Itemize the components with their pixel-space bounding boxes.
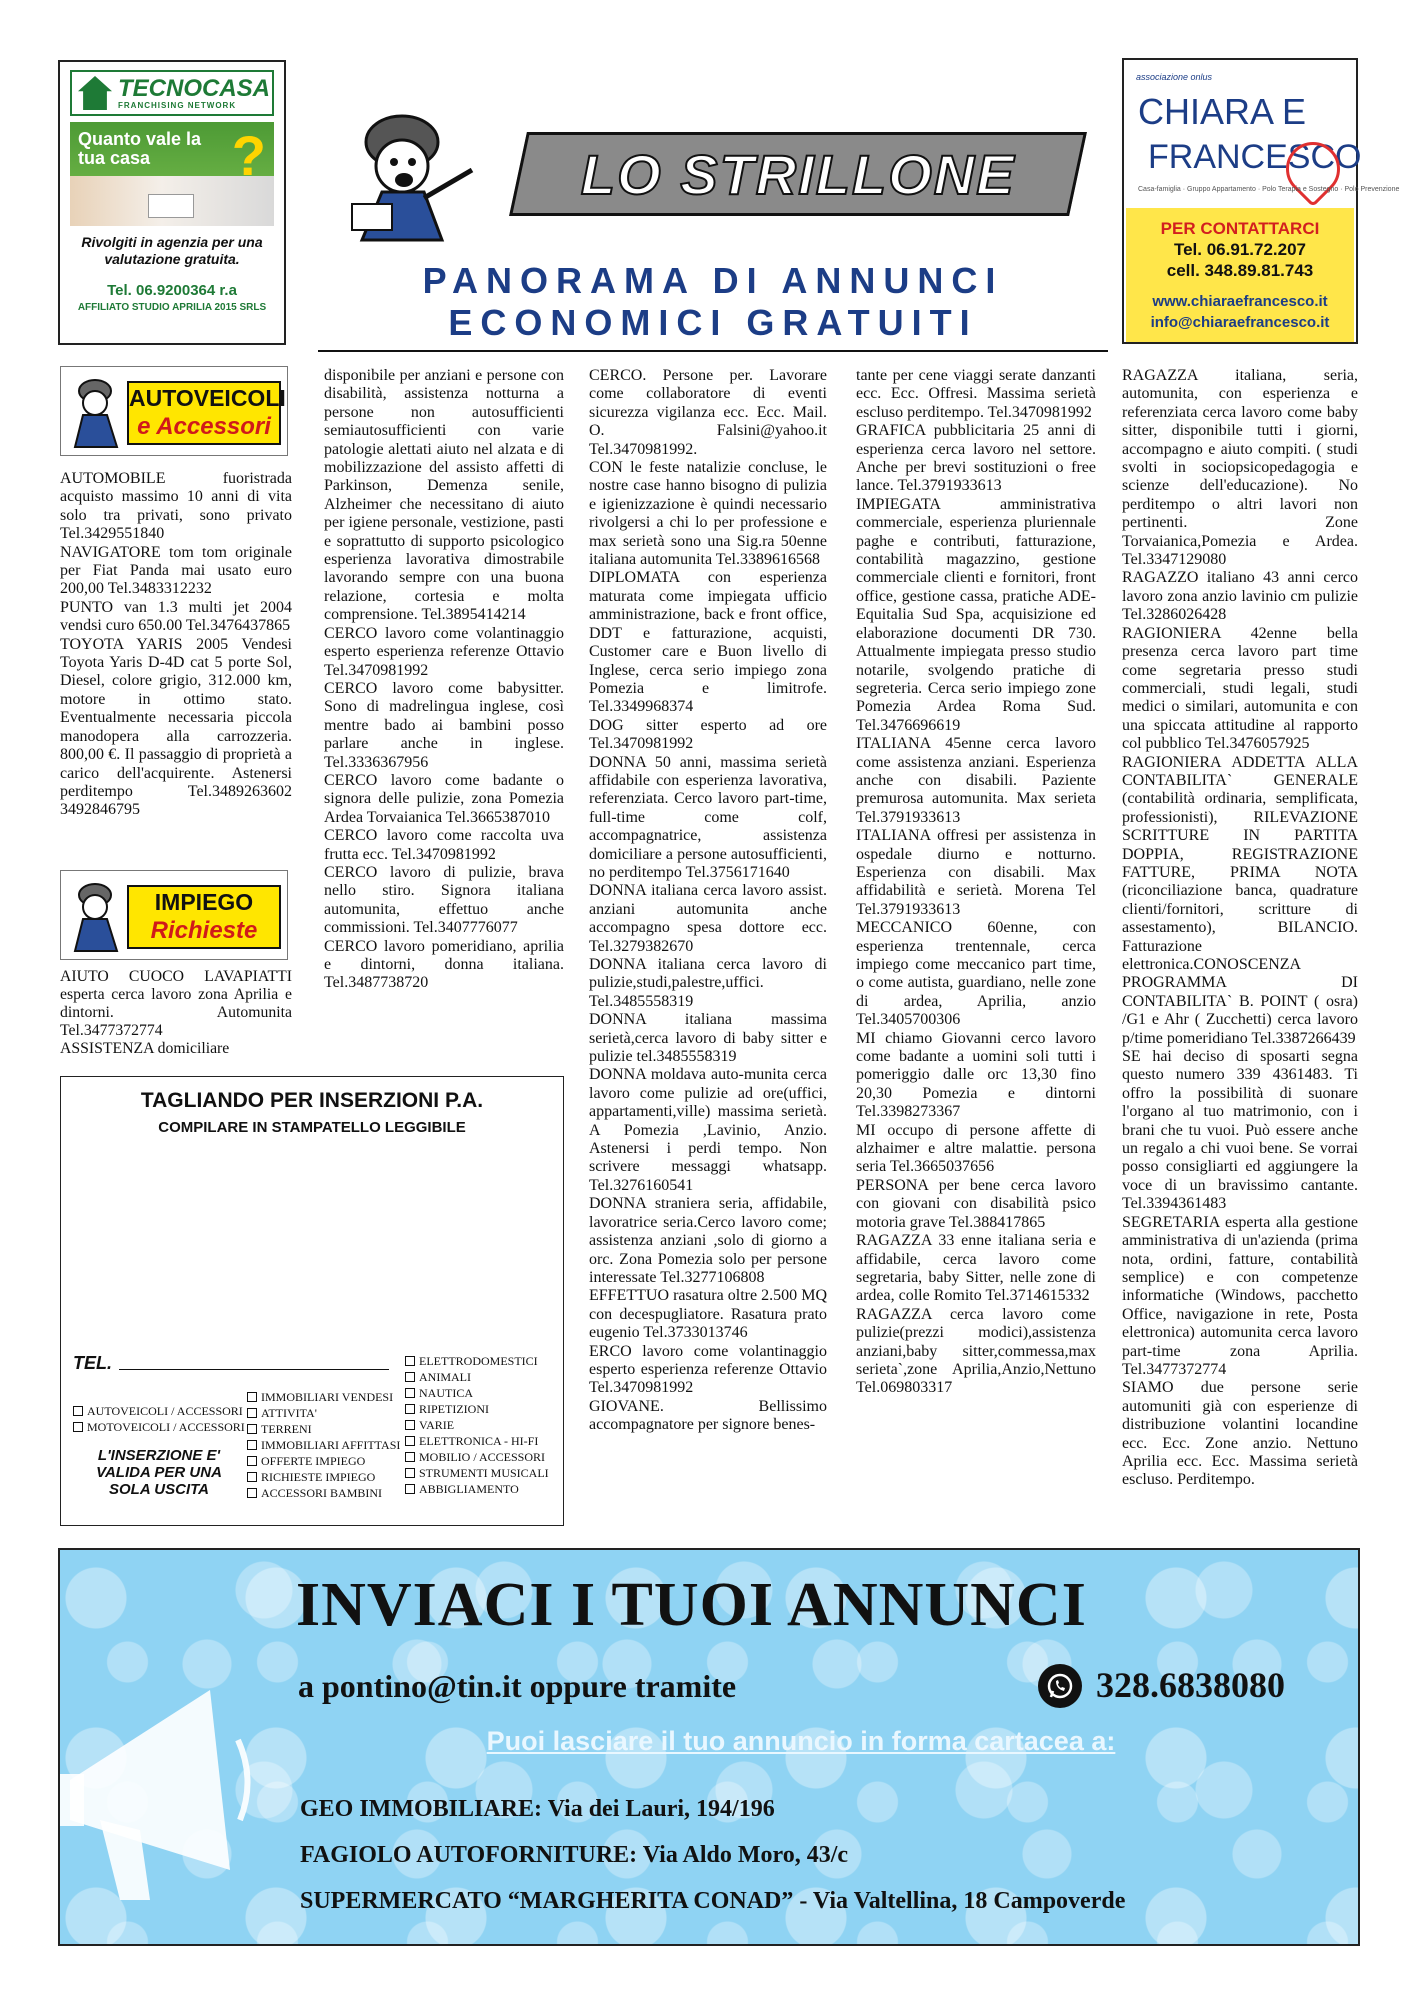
chiara-website-link[interactable]: www.chiaraefrancesco.it [1152, 293, 1328, 310]
ad-listing: NAVIGATORE tom tom originale per Fiat Panda mai usato euro 200,00 Tel.3483312232 [60, 543, 292, 598]
ad-listing: RAGAZZA 33 enne italiana seria e affidabile, cerca lavoro come segretaria, baby Sitter, nelle zone di ardea, colle Romito Tel.3714615332 [856, 1232, 1096, 1305]
coupon-category-option[interactable] [247, 1421, 403, 1437]
ad-listing: RAGAZZA cerca lavoro come pulizie(prezzi modici),assistenza anziani,baby sitter,commessa,max serieta`,zone Aprilia,Anzio,Nettuno Tel.069803317 [856, 1305, 1096, 1397]
newsboy-mascot-icon [332, 100, 482, 250]
ad-listing: AUTOMOBILE fuoristrada acquisto massimo 10 anni di vita solo tra privati, sono privato Tel.3429551840 [60, 470, 292, 543]
ad-listing: SIAMO due persone serie automuniti già con esperienze di distribuzione volantini locandine ecc. Ecc. Zone anzio. Nettuno Aprilia ecc. Ecc. Massima serietà escluso. Perditempo. [1122, 1379, 1358, 1489]
checkbox-icon[interactable] [247, 1456, 257, 1466]
coupon-category-option[interactable] [405, 1369, 561, 1385]
coupon-tel-label: TEL. [73, 1353, 112, 1373]
coupon-category-label: RICHIESTE IMPIEGO [261, 1470, 376, 1484]
newsboy-small-icon [67, 879, 125, 953]
ad-listing: ITALIANA offresi per assistenza in ospedale diurno e notturno. Esperienza con disabili. Max affidabilità e serietà. Morena Tel Tel.3791933613 [856, 827, 1096, 918]
ad-listing: GRAFICA pubblicitaria 25 anni di esperienza cerca lavoro nel settore. Anche per brevi sostituzioni o free lance. Tel.3791933613 [856, 422, 1096, 495]
ad-listing: TOYOTA YARIS 2005 Vendesi Toyota Yaris D-4D cat 5 porte Sol, Diesel, colore grigio, 312.000 km, motore in ottimo stato. Eventualmente necessaria piccola manodopera alla carrozzeria. 800,00 €. Il passaggio di proprietà a carico dell'acquirente. Astenersi perditempo Tel.3489263602 3492846795 [60, 635, 292, 819]
section-header-autoveicoli [60, 366, 288, 456]
ad-listing: RAGAZZO italiano 43 anni cerco lavoro zona anzio lavinio cm pulizie Tel.3286026428 [1122, 569, 1358, 624]
checkbox-icon[interactable] [247, 1392, 257, 1402]
house-icon [78, 76, 112, 110]
ad-listing: CERCO lavoro di pulizie, brava nello stiro. Signora italiana automunita, effettuo anche commissioni. Tel.3407776077 [324, 863, 564, 937]
coupon-categories-b [247, 1389, 403, 1501]
checkbox-icon[interactable] [247, 1472, 257, 1482]
ad-listing: CON le feste natalizie concluse, le nostre case hanno bisogno di pulizia e igienizzazione è quindi necessario rivolgersi a chi lo per professione e max serietà sono una Sig.ra 50enne italiana automunita Tel.3389616568 [589, 459, 827, 569]
ads-column-5 [1122, 367, 1358, 1527]
ad-listing: disponibile per anziani e persone con disabilità, assistenza notturna a persone non autosufficienti semiautosufficienti con varie patologie alettati aiuto nel alzata e di mobilizzazione del assisto affetti di Parkinson, Demenza senile, Alzheimer che necessitano di aiuto per igiene personale, vestizione, pasti e soprattutto di supporto psicologico esperienza lavorativa dimostrabile lavorando sempre con una buona relazione, cortesia e molta comprensione. Tel.3895414214 [324, 367, 564, 624]
banner-title: INVIACI I TUOI ANNUNCI [296, 1571, 1087, 1639]
banner-address-1: GEO IMMOBILIARE: Via dei Lauri, 194/196 [300, 1796, 775, 1822]
banner-address-3: SUPERMERCATO “MARGHERITA CONAD” - Via Valtellina, 18 Campoverde [300, 1888, 1126, 1914]
checkbox-icon[interactable] [247, 1408, 257, 1418]
checkbox-icon[interactable] [247, 1440, 257, 1450]
chiara-tagline: Casa-famiglia · Gruppo Appartamento · Polo Terapia e Sostegno · Polo Prevenzione [1138, 186, 1400, 193]
coupon-category-label: AUTOVEICOLI / ACCESSORI [87, 1404, 243, 1418]
coupon-category-option[interactable] [73, 1403, 243, 1419]
ad-listing: CERCO lavoro come raccolta uva frutta ecc. Tel.3470981992 [324, 827, 564, 863]
coupon-category-label: IMMOBILIARI AFFITTASI [261, 1438, 401, 1452]
masthead-divider [318, 350, 1108, 352]
ad-listing: RAGIONIERA ADDETTA ALLA CONTABILITA` GENERALE (contabilità ordinaria, semplificata, professionisti), RILEVAZIONE SCRITTURE IN PARTITA DOPPIA, REGISTRAZIONE FATTURE, PRIMA NOTA (riconciliazione banca, quadrature clienti/fornitori, scritture di assestamento), BILANCIO. Fatturazione elettronica.CONOSCENZA PROGRAMMA DI CONTABILITA` B. POINT ( osra) /G1 e Ahr ( Zucchetti) cerca lavoro p/time pomeridiano Tel.3387266439 [1122, 753, 1358, 1047]
ad-listing: DONNA 50 anni, massima serietà affidabile con esperienza lavorativa, referenziata. Cerco lavoro part-time, full-time come colf, accompagnatrice, assistenza domiciliare a persone autosufficienti, no perditempo Tel.3756171640 [589, 753, 827, 881]
tecnocasa-network: FRANCHISING NETWORK [118, 100, 237, 110]
tecnocasa-phone: Tel. 06.9200364 r.a [107, 282, 237, 299]
coupon-category-label: MOTOVEICOLI / ACCESSORI [87, 1420, 245, 1434]
coupon-categories-a [73, 1403, 243, 1435]
coupon-category-option[interactable] [247, 1389, 403, 1405]
checkbox-icon[interactable] [405, 1436, 415, 1446]
checkbox-icon[interactable] [405, 1372, 415, 1382]
checkbox-icon[interactable] [405, 1356, 415, 1366]
chiara-francesco-logo [1124, 60, 1400, 208]
chiara-email-link[interactable]: info@chiaraefrancesco.it [1150, 314, 1330, 331]
ad-listing: DONNA italiana cerca lavoro di pulizie,studi,palestre,uffici. Tel.3485558319 [589, 956, 827, 1010]
section-subtitle: e Accessori [137, 413, 271, 440]
coupon-category-option[interactable] [405, 1481, 561, 1497]
coupon-category-label: ABBIGLIAMENTO [419, 1482, 519, 1496]
coupon-category-option[interactable] [405, 1353, 561, 1369]
masthead-title [509, 132, 1087, 216]
megaphone-icon [60, 1670, 260, 1910]
chiara-contact-box [1126, 208, 1354, 342]
coupon-subtitle: COMPILARE IN STAMPATELLO LEGGIBILE [158, 1119, 466, 1136]
ad-listing: PERSONA per bene cerca lavoro con giovani con disabilità psico motoria grave Tel.388417865 [856, 1176, 1096, 1231]
coupon-category-option[interactable] [405, 1401, 561, 1417]
ad-listing: SEGRETARIA esperta alla gestione amministrativa di un'azienda (prima nota, ordini, fatture, contabilità semplice) e con competenze informatiche (Windows, pacchetto Office, navigazione in rete, Posta elettronica) automunita cerca lavoro part-time zona Aprilia. Tel.3477372774 [1122, 1213, 1358, 1378]
coupon-category-option[interactable] [73, 1419, 243, 1435]
coupon-note: L'INSERZIONE E' VALIDA PER UNA SOLA USCITA [96, 1447, 222, 1498]
ad-listing: SE hai deciso di sposarti segna questo numero 339 4361483. Ti offro la possibilità di suonare l'organo al tuo matrimonio, con i brani che tu vuoi. Può essere anche un regalo a chi vuoi bene. Se vorrai posso consigliarti ed aggiungere la voce di un bravissimo cantante. Tel.3394361483 [1122, 1048, 1358, 1213]
masthead [318, 92, 1108, 343]
masthead-title-text: LO STRILLONE [580, 142, 1016, 206]
coupon-category-label: STRUMENTI MUSICALI [419, 1466, 549, 1480]
banner-whatsapp-number[interactable]: 328.6838080 [1096, 1665, 1285, 1705]
coupon-category-label: IMMOBILIARI VENDESI [261, 1390, 394, 1404]
checkbox-icon[interactable] [247, 1424, 257, 1434]
coupon-category-label: RIPETIZIONI [419, 1402, 489, 1416]
ads-column-4 [856, 367, 1096, 1527]
ad-listing: RAGIONIERA 42enne bella presenza cerca lavoro part time come segretaria presso studi commerciali, studi legali, studi medici o similari, automunita e con una spiccata attitudine al rapporto col pubblico Tel.3476057925 [1122, 624, 1358, 753]
chiara-name-2: FRANCESCO [1148, 138, 1362, 176]
coupon-category-label: NAUTICA [419, 1386, 473, 1400]
whatsapp-icon [1038, 1664, 1082, 1708]
chiara-tel: Tel. 06.91.72.207 [1173, 240, 1306, 259]
coupon-category-option[interactable] [247, 1437, 403, 1453]
checkbox-icon[interactable] [73, 1406, 83, 1416]
section-label-impiego [127, 885, 281, 949]
section-header-impiego [60, 870, 288, 960]
ad-listing: AIUTO CUOCO LAVAPIATTI esperta cerca lavoro zona Aprilia e dintorni. Automunita Tel.3477372774 [60, 968, 292, 1040]
coupon-category-label: MOBILIO / ACCESSORI [419, 1450, 546, 1464]
ad-listing: EFFETTUO rasatura oltre 2.500 MQ con decespugliatore. Rasatura prato eugenio Tel.3733013746 [589, 1287, 827, 1342]
question-mark-icon: ? [231, 124, 266, 187]
masthead-subtitle-2: ECONOMICI GRATUITI [448, 302, 978, 343]
ads-column-2 [324, 367, 564, 1067]
tecnocasa-headline: Quanto vale la tua casa [78, 129, 202, 168]
insertion-coupon[interactable] [60, 1076, 564, 1526]
ad-listing: tante per cene viaggi serate danzanti ecc. Ecc. Offresi. Massima serietà escluso perditempo. Tel.3470981992 [856, 367, 1096, 421]
ad-listing: ERCO lavoro come volantinaggio esperto esperienza referenze Ottavio Tel.3470981992 [589, 1342, 827, 1397]
contact-banner [58, 1548, 1360, 1946]
coupon-category-option[interactable] [247, 1485, 403, 1501]
checkbox-icon[interactable] [405, 1452, 415, 1462]
ad-listing: RAGAZZA italiana, seria, automunita, con esperienza e referenziata cerca lavoro come baby sitter, disponibile tutti i giorni, accompagno e aiuto compiti. ( studi svolti in sociopsicopedagogia e scienze dell'educazione). No perditempo o altri lavori non pertinenti. Zone Torvaianica,Pomezia e Ardea. Tel.3347129080 [1122, 367, 1358, 569]
ad-listing: CERCO. Persone per. Lavorare come collaboratore di eventi sicurezza vigilanza ecc. Ecc. Mail. O. Falsini@yahoo.it Tel.3470981992. [589, 367, 827, 458]
ad-listing: DONNA straniera seria, affidabile, lavoratrice seria.Cerco lavoro come; assistenza anziani ,solo di giorno a orc. Zona Pomezia solo per persone interessate Tel.3277106808 [589, 1195, 827, 1286]
tecnocasa-banner [70, 122, 274, 226]
coupon-category-option[interactable] [247, 1405, 403, 1421]
coupon-category-option[interactable] [405, 1433, 561, 1449]
coupon-category-option[interactable] [405, 1385, 561, 1401]
ad-listing: PUNTO van 1.3 multi jet 2004 vendsi curo 650.00 Tel.3476437865 [60, 598, 292, 635]
coupon-category-option[interactable] [247, 1469, 403, 1485]
coupon-title: TAGLIANDO PER INSERZIONI P.A. [140, 1089, 484, 1112]
ad-listing: DOG sitter esperto ad ore Tel.3470981992 [589, 716, 827, 753]
ad-listing: MECCANICO 60enne, con esperienza trentennale, cerca impiego come meccanico part time, o come autista, guardiano, nelle zone di ardea, Aprilia, anzio Tel.3405700306 [856, 919, 1096, 1029]
tecnocasa-affiliate: AFFILIATO STUDIO APRILIA 2015 SRLS [77, 302, 267, 313]
section-title: IMPIEGO [154, 889, 254, 915]
checkbox-icon[interactable] [405, 1388, 415, 1398]
coupon-category-label: ELETTRONICA - HI-FI [419, 1434, 539, 1448]
ad-listing: MI chiamo Giovanni cerco lavoro come badante a uomini soli tutti i pomeriggio dalle orc 13,30 fino 20,30 Pomezia e dintorni Tel.3398273367 [856, 1029, 1096, 1121]
ads-column-auto [60, 470, 292, 865]
chiara-francesco-ad[interactable] [1122, 58, 1400, 344]
ads-column-3 [589, 367, 827, 1527]
banner-paper-note: Puoi lasciare il tuo annuncio in forma cartacea a: [486, 1726, 1116, 1756]
checkbox-icon[interactable] [405, 1420, 415, 1430]
tecnocasa-logo [70, 70, 274, 116]
coupon-category-label: ANIMALI [419, 1370, 471, 1384]
chiara-cell: cell. 348.89.81.743 [1166, 261, 1314, 280]
ad-listing: CERCO lavoro come badante o signora delle pulizie, zona Pomezia Ardea Torvaianica Tel.3665387010 [324, 771, 564, 826]
section-title: AUTOVEICOLI [129, 385, 286, 411]
coupon-category-label: ATTIVITA' [261, 1406, 317, 1420]
banner-address-2: FAGIOLO AUTOFORNITURE: Via Aldo Moro, 43/c [300, 1842, 849, 1868]
coupon-category-label: ELETTRODOMESTICI [419, 1354, 538, 1368]
checkbox-icon[interactable] [405, 1484, 415, 1494]
checkbox-icon[interactable] [405, 1404, 415, 1414]
chiara-arc-text: associazione onlus [1136, 72, 1213, 82]
ad-listing: DONNA italiana massima serietà,cerca lavoro di baby sitter e pulizie tel.3485558319 [589, 1011, 827, 1066]
ad-listing: DONNA moldava auto-munita cerca lavoro come pulizie ad ore(uffici, appartamenti,ville) massima serietà. A Pomezia ,Lavinio, Anzio. Astenersi i perdi tempo. Non scrivere messaggi whatsapp. Tel.3276160541 [589, 1066, 827, 1194]
tecnocasa-ad[interactable] [58, 60, 286, 345]
ad-listing: DONNA italiana cerca lavoro assist. anziani automunita anche accompagno spesa dottore ecc. Tel.3279382670 [589, 882, 827, 955]
coupon-category-option[interactable] [405, 1417, 561, 1433]
chiara-contact-title: PER CONTATTARCI [1160, 219, 1320, 238]
section-subtitle: Richieste [150, 917, 258, 944]
coupon-category-label: TERRENI [261, 1422, 312, 1436]
newsboy-small-icon [67, 375, 125, 449]
coupon-category-label: ACCESSORI BAMBINI [261, 1486, 383, 1500]
coupon-category-label: VARIE [419, 1418, 455, 1432]
ad-listing: ITALIANA 45enne cerca lavoro come assistenza anziani. Esperienza anche con disabili. Paziente premurosa automunita. Max serieta Tel.3791933613 [856, 735, 1096, 826]
chiara-name-1: CHIARA E [1138, 91, 1307, 132]
tecnocasa-brand: TECNOCASA [118, 74, 271, 102]
house-model-icon [148, 194, 194, 218]
coupon-category-option[interactable] [405, 1449, 561, 1465]
coupon-category-label: OFFERTE IMPIEGO [261, 1454, 366, 1468]
checkbox-icon[interactable] [247, 1488, 257, 1498]
ads-column-impiego-start [60, 968, 292, 1058]
tecnocasa-tagline: Rivolgiti in agenzia per una valutazione gratuita. [81, 234, 263, 267]
checkbox-icon[interactable] [73, 1422, 83, 1432]
masthead-subtitle-1: PANORAMA DI ANNUNCI [422, 260, 1004, 301]
coupon-categories-c [405, 1353, 561, 1497]
coupon-tel-field[interactable] [119, 1369, 389, 1370]
ad-listing: DIPLOMATA con esperienza maturata come impiegata ufficio amministrazione, back e front office, DDT e fatturazione, acquisti, Customer care e Buon livello di Inglese, cerca serio impiego zona Pomezia e limitrofe. Tel.3349968374 [589, 569, 827, 716]
ad-listing: IMPIEGATA amministrativa commerciale, esperienza pluriennale paghe e contributi, fatturazione, contabilità magazzino, gestione commerciale clienti e fornitori, front office, gestione cassa, pratiche ADE- Equitalia Sud Spa, acquisizione ed elaborazione documenti DR 730. Attualmente impiegata presso studio notarile, svolgendo pratiche di segreteria. Cerca serio impiego zone Pomezia Ardea Roma Sud. Tel.3476696619 [856, 495, 1096, 734]
section-label-autoveicoli [127, 381, 286, 445]
ad-listing: GIOVANE. Bellissimo accompagnatore per signore benes- [589, 1397, 827, 1434]
ad-listing: ASSISTENZA domiciliare [60, 1040, 230, 1058]
coupon-category-option[interactable] [247, 1453, 403, 1469]
banner-email-line: a pontino@tin.it oppure tramite [298, 1668, 737, 1704]
ad-listing: CERCO lavoro come volantinaggio esperto esperienza referenze Ottavio Tel.3470981992 [324, 624, 564, 679]
coupon-category-option[interactable] [405, 1465, 561, 1481]
ad-listing: MI occupo di persone affette di alzhaimer e altre malattie. persona seria Tel.3665037656 [856, 1121, 1096, 1176]
checkbox-icon[interactable] [405, 1468, 415, 1478]
ad-listing: CERCO lavoro pomeridiano, aprilia e dintorni, donna italiana. Tel.3487738720 [324, 937, 564, 992]
ad-listing: CERCO lavoro come babysitter. Sono di madrelingua inglese, così mentre bado ai bambini posso parlare anche in inglese. Tel.3336367956 [324, 679, 564, 771]
